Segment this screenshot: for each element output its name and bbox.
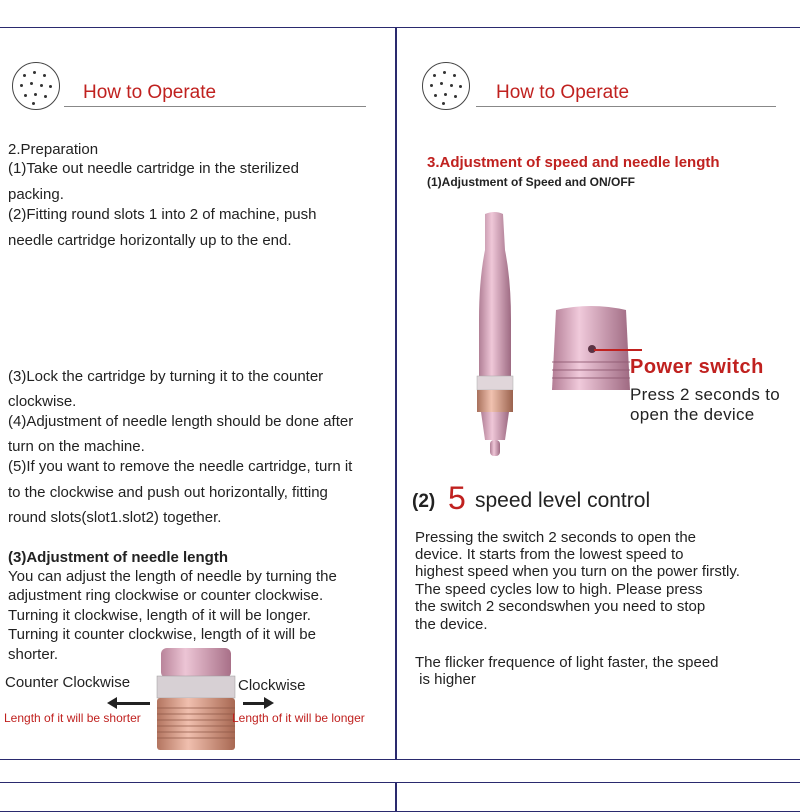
left-arrow <box>115 702 150 705</box>
shorter-label: Length of it will be shorter <box>4 711 141 725</box>
needle-length-line-1: You can adjust the length of needle by turning the <box>8 568 337 585</box>
power-switch-desc-2: open the device <box>630 405 755 424</box>
right-arrow <box>243 702 265 705</box>
step-line-4: turn on the machine. <box>8 438 145 455</box>
right-header-title: How to Operate <box>496 82 630 103</box>
speed-prefix: (2) <box>412 491 436 512</box>
preparation-line-2: packing. <box>8 186 64 203</box>
step-line-3: (4)Adjustment of needle length should be done after <box>8 413 354 430</box>
power-switch-label: Power switch <box>630 356 764 378</box>
next-left-panel <box>0 782 396 812</box>
step-line-2: clockwise. <box>8 393 77 410</box>
needle-dots-icon <box>422 62 470 110</box>
left-header-title: How to Operate <box>83 82 217 103</box>
speed-subsection-title: (1)Adjustment of Speed and ON/OFF <box>427 175 636 189</box>
needle-length-heading: (3)Adjustment of needle length <box>8 549 229 566</box>
adjustment-ring-image <box>153 648 239 752</box>
left-arrow-head <box>107 697 117 709</box>
needle-length-line-5: shorter. <box>8 646 59 663</box>
power-switch-pointer <box>594 349 642 351</box>
derma-pen-image <box>465 210 527 460</box>
flicker-line-2: is higher <box>415 671 476 688</box>
preparation-line-1: (1)Take out needle cartridge in the sterilized <box>8 160 299 177</box>
flicker-line-1: The flicker frequence of light faster, the speed <box>415 654 719 671</box>
power-switch-image <box>550 304 632 390</box>
needle-length-line-4: Turning it counter clockwise, length of it will be <box>8 626 316 643</box>
needle-dots-icon <box>12 62 60 110</box>
step-line-7: round slots(slot1.slot2) together. <box>8 509 222 526</box>
speed-paragraph-line-4: The speed cycles low to high. Please press <box>415 581 703 598</box>
needle-length-line-3: Turning it clockwise, length of it will be longer. <box>8 607 311 624</box>
preparation-heading: 2.Preparation <box>8 141 99 158</box>
left-header-rule <box>64 106 366 107</box>
preparation-line-3: (2)Fitting round slots 1 into 2 of machine, push <box>8 206 317 223</box>
right-arrow-head <box>264 697 274 709</box>
speed-section-title: 3.Adjustment of speed and needle length <box>427 154 720 171</box>
step-line-5: (5)If you want to remove the needle cartridge, turn it <box>8 458 353 475</box>
next-right-panel <box>396 782 800 812</box>
speed-paragraph-line-6: the device. <box>415 616 488 633</box>
speed-paragraph-line-5: the switch 2 secondswhen you need to stop <box>415 598 706 615</box>
clockwise-label: Clockwise <box>238 677 306 694</box>
longer-label: Length of it will be longer <box>232 711 365 725</box>
preparation-line-4: needle cartridge horizontally up to the end. <box>8 232 292 249</box>
counter-clockwise-label: Counter Clockwise <box>5 674 131 691</box>
speed-paragraph-line-1: Pressing the switch 2 seconds to open the <box>415 529 697 546</box>
speed-paragraph-line-2: device. It starts from the lowest speed to <box>415 546 684 563</box>
speed-paragraph-line-3: highest speed when you turn on the power firstly. <box>415 563 740 580</box>
speed-number: 5 <box>448 480 466 516</box>
right-header-rule <box>476 106 776 107</box>
step-line-6: to the clockwise and push out horizontally, fitting <box>8 484 328 501</box>
power-switch-desc-1: Press 2 seconds to <box>630 385 780 404</box>
speed-label: speed level control <box>475 489 651 512</box>
needle-length-line-2: adjustment ring clockwise or counter clockwise. <box>8 587 324 604</box>
step-line-1: (3)Lock the cartridge by turning it to the counter <box>8 368 324 385</box>
